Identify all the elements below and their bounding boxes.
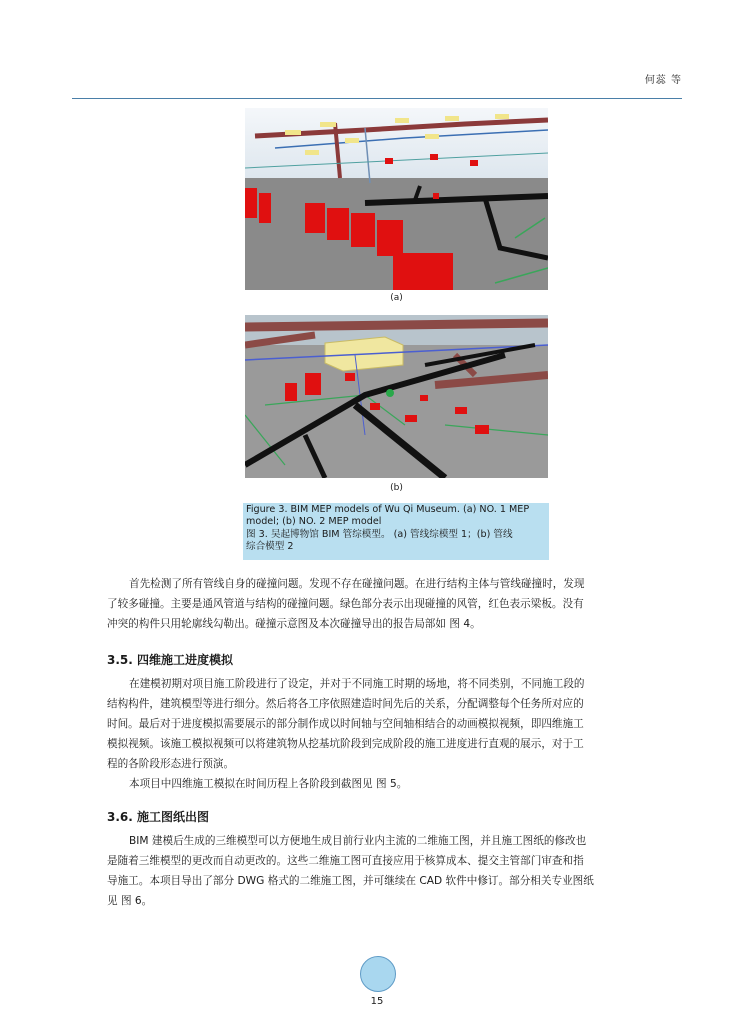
paragraph-line: 冲突的构件只用轮廓线勾勒出。碰撞示意图及本次碰撞导出的报告局部如 图 4。	[107, 618, 481, 630]
paragraph-4	[107, 831, 667, 911]
paragraph-line: 模拟视频。该施工模拟视频可以将建筑物从挖基坑阶段到完成阶段的施工进度进行直观的展示，对于工	[107, 738, 584, 750]
paragraph-line: 结构构件，建筑模型等进行细分。然后将各工序依照建造时间先后的关系，分配调整每个任务所对应的	[107, 698, 584, 710]
paragraph-2	[107, 674, 667, 794]
page-number: 15	[370, 996, 384, 1007]
paragraph-line: 程的各阶段形态进行预演。	[107, 758, 235, 770]
paragraph-line: 首先检测了所有管线自身的碰撞问题。发现不存在碰撞问题。在进行结构主体与管线碰撞时，发现	[129, 578, 585, 590]
paragraph-1	[107, 574, 667, 634]
paragraph-line: 导施工。本项目导出了部分 DWG 格式的二维施工图，并可继续在 CAD 软件中修订。部分相关专业图纸	[107, 875, 594, 887]
section-heading-3-5: 3.5. 四维施工进度模拟	[107, 653, 233, 667]
paragraph-line: BIM 建模后生成的三维模型可以方便地生成目前行业内主流的二维施工图，并且施工图纸的修改也	[129, 835, 587, 847]
paragraph-line: 在建模初期对项目施工阶段进行了设定，并对于不同施工时期的场地，将不同类别，不同施工段的	[129, 678, 585, 690]
figure-a-label: (a)	[390, 293, 403, 303]
caption-zh-line1: 图 3. 吴起博物馆 BIM 管综模型。 (a) 管线综模型 1；(b) 管线	[246, 528, 513, 540]
section-heading-3-6: 3.6. 施工图纸出图	[107, 810, 209, 824]
figure-b-image	[245, 315, 548, 478]
figure-b-label: (b)	[390, 483, 403, 493]
header-rule	[72, 98, 682, 99]
paragraph-line: 时间。最后对于进度模拟需要展示的部分制作成以时间轴与空间轴相结合的动画模拟视频，即四维施工	[107, 718, 584, 730]
page-number-badge	[360, 956, 396, 992]
caption-en-line2: model; (b) NO. 2 MEP model	[246, 516, 382, 528]
paragraph-line: 见 图 6。	[107, 895, 153, 907]
paragraph-line: 了较多碰撞。主要是通风管道与结构的碰撞问题。绿色部分表示出现碰撞的风管，红色表示梁板。没有	[107, 598, 584, 610]
caption-en-line1: Figure 3. BIM MEP models of Wu Qi Museum. (a) NO. 1 MEP	[246, 504, 530, 515]
caption-zh-line2: 综合模型 2	[246, 541, 294, 553]
paragraph-3: 本项目中四维施工模拟在时间历程上各阶段到截图见 图 5。	[129, 778, 408, 790]
header-author: 何蕊 等	[644, 75, 682, 86]
figure-caption	[243, 503, 549, 560]
figure-a-image	[245, 108, 548, 290]
paragraph-line: 是随着三维模型的更改而自动更改的。这些二维施工图可直接应用于核算成本、提交主管部门审查和指	[107, 855, 584, 867]
